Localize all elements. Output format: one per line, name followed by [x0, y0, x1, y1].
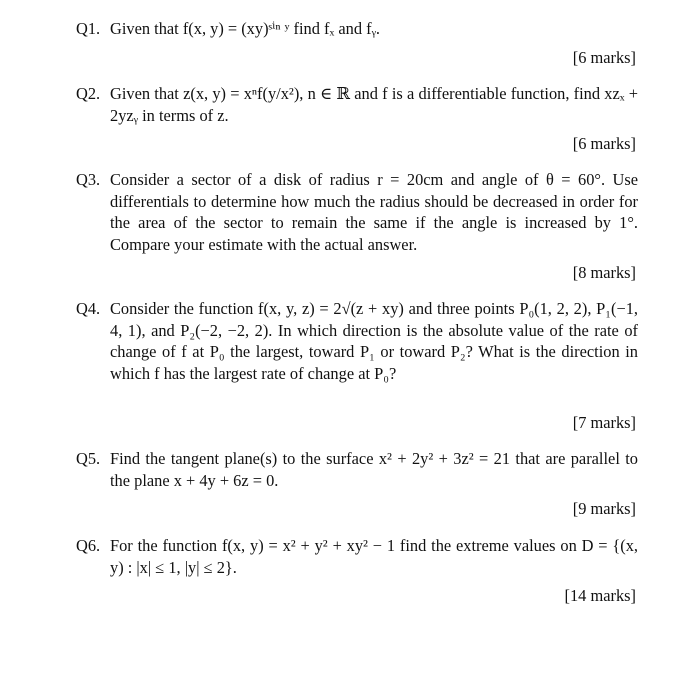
marks-label: [7 marks]: [572, 413, 636, 432]
question-number: Q1.: [76, 19, 101, 38]
question-text: Consider the function f(x, y, z) = 2√(z + xy) and three points P₀(1, 2, 2), P₁(−1, 4, 1), and P₂(−2, −2, 2). In which direction is the absolute value of the rate of change of f at P₀ the largest, toward P₁ or toward P₂? What is the direction in which f has the largest rate of change at P₀?: [110, 299, 638, 383]
question-number: Q3.: [76, 170, 101, 189]
marks-label: [6 marks]: [572, 48, 636, 67]
question-number: Q2.: [76, 84, 101, 103]
marks-label: [9 marks]: [572, 499, 636, 518]
marks-label: [8 marks]: [572, 263, 636, 282]
question-text: Given that f(x, y) = (xy)ˢⁱⁿ ʸ find fₓ and fᵧ.: [110, 19, 381, 38]
question-2: [76, 83, 638, 126]
marks-label: [14 marks]: [564, 586, 636, 605]
question-1: [76, 18, 638, 40]
question-text: For the function f(x, y) = x² + y² + xy² − 1 find the extreme values on D = {(x, y) : |x| ≤ 1, |y| ≤ 2}.: [110, 536, 638, 577]
question-text: Consider a sector of a disk of radius r = 20cm and angle of θ = 60°. Use differentials to determine how much the radius should be decreased in order for the area of the sector to remain the same if the angle is increased by 1°. Compare your estimate with the actual answer.: [110, 170, 638, 254]
question-3: [76, 169, 638, 255]
question-text: Find the tangent plane(s) to the surface x² + 2y² + 3z² = 21 that are parallel to the plane x + 4y + 6z = 0.: [110, 449, 638, 490]
question-text: Given that z(x, y) = xⁿf(y/x²), n ∈ ℝ and f is a differentiable function, find xzₓ + 2yzᵧ in terms of z.: [110, 84, 638, 125]
marks-label: [6 marks]: [572, 134, 636, 153]
question-6: [76, 535, 638, 578]
question-number: Q5.: [76, 449, 101, 468]
question-number: Q6.: [76, 536, 101, 555]
question-5: [76, 448, 638, 491]
question-number: Q4.: [76, 299, 101, 318]
question-4: [76, 298, 638, 384]
